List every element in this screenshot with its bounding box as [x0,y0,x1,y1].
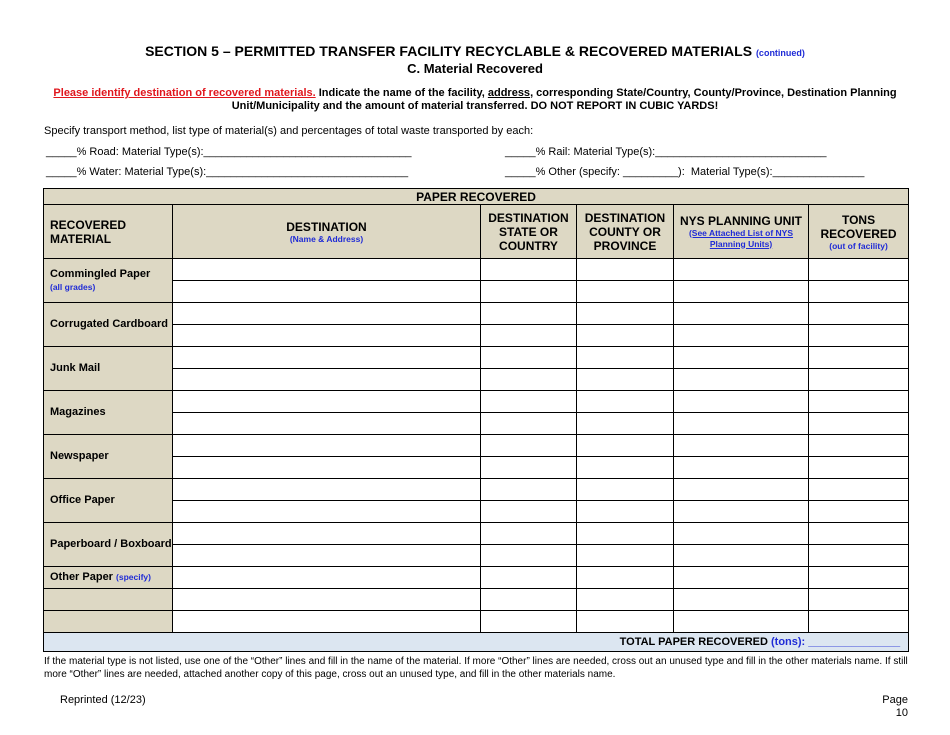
state-cell[interactable] [481,435,577,457]
transport-instruction: Specify transport method, list type of material(s) and percentages of total waste transported by each: [44,125,534,137]
nys-unit-cell[interactable] [674,567,809,589]
state-cell[interactable] [481,259,577,281]
section-subtitle: C. Material Recovered [407,61,543,76]
destination-cell[interactable] [173,391,481,413]
state-cell[interactable] [481,347,577,369]
destination-cell[interactable] [173,545,481,567]
nys-unit-cell[interactable] [674,545,809,567]
tons-label: TONS RECOVERED [820,212,897,241]
page-number [870,694,908,720]
destination-cell[interactable] [173,567,481,589]
state-cell[interactable] [481,611,577,633]
state-cell[interactable] [481,545,577,567]
destination-cell[interactable] [173,611,481,633]
destination-cell[interactable] [173,457,481,479]
notice-text-2: , corresponding State/Country, County/Province, Destination Planning Unit/Municipality and the amount of material transferred. DO NOT REPORT IN CUBIC YARDS! [231,87,897,112]
county-cell[interactable] [577,325,674,347]
total-label: TOTAL PAPER RECOVERED [619,636,768,648]
page-value: 10 [895,707,908,719]
tons-cell[interactable] [809,501,909,523]
tons-cell[interactable] [809,369,909,391]
tons-cell[interactable] [809,523,909,545]
destination-note: (Name & Address) [289,233,364,244]
tons-cell[interactable] [809,611,909,633]
total-unit: (tons): [771,636,806,648]
nys-unit-cell[interactable] [674,413,809,435]
nys-unit-cell[interactable] [674,325,809,347]
destination-cell[interactable] [173,413,481,435]
county-cell[interactable] [577,611,674,633]
nys-unit-cell[interactable] [674,479,809,501]
county-cell[interactable] [577,567,674,589]
tons-cell[interactable] [809,457,909,479]
nys-unit-cell[interactable] [674,303,809,325]
nys-unit-note: (See Attached List of NYS Planning Units) [688,227,794,249]
table-section-title: PAPER RECOVERED [44,189,909,205]
other-material-entry[interactable] [44,611,173,633]
tons-cell[interactable] [809,391,909,413]
county-cell[interactable] [577,391,674,413]
material-name: Commingled Paper [50,267,151,280]
notice-address: address [487,87,531,99]
road-transport-field[interactable]: _____% Road: Material Type(s):__________________________________ [46,146,412,158]
total-value-field[interactable]: _______________ [808,636,901,648]
destination-cell[interactable] [173,435,481,457]
nys-unit-cell[interactable] [674,391,809,413]
section-title [0,43,950,59]
destination-cell[interactable] [173,325,481,347]
material-other-paper [44,567,173,589]
nys-unit-cell[interactable] [674,259,809,281]
tons-cell[interactable] [809,545,909,567]
other-transport-field[interactable]: _____% Other (specify: _________): Material Type(s):_______________ [505,166,865,178]
material-commingled-paper [44,259,173,303]
material-magazines: Magazines [44,391,173,435]
county-cell[interactable] [577,523,674,545]
col-header-destination [173,205,481,259]
nys-unit-cell[interactable] [674,347,809,369]
notice-text-1: Indicate the name of the facility, [315,87,488,99]
state-cell[interactable] [481,567,577,589]
nys-unit-cell[interactable] [674,589,809,611]
state-cell[interactable] [481,303,577,325]
nys-unit-cell[interactable] [674,523,809,545]
title-note: (continued) [755,48,805,58]
destination-cell[interactable] [173,479,481,501]
state-cell[interactable] [481,479,577,501]
tons-cell[interactable] [809,325,909,347]
state-cell[interactable] [481,391,577,413]
material-paperboard: Paperboard / Boxboard [44,523,173,567]
nys-unit-cell[interactable] [674,457,809,479]
tons-cell[interactable] [809,413,909,435]
material-note: (all grades) [50,281,96,292]
destination-cell[interactable] [173,589,481,611]
state-cell[interactable] [481,369,577,391]
county-cell[interactable] [577,413,674,435]
col-header-state: DESTINATION STATE OR COUNTRY [481,205,577,259]
destination-cell[interactable] [173,369,481,391]
state-cell[interactable] [481,413,577,435]
county-cell[interactable] [577,281,674,303]
tons-cell[interactable] [809,259,909,281]
other-material-entry[interactable] [44,589,173,611]
nys-unit-label: NYS PLANNING UNIT [679,213,802,228]
nys-unit-cell[interactable] [674,435,809,457]
destination-cell[interactable] [173,523,481,545]
nys-unit-cell[interactable] [674,501,809,523]
destination-cell[interactable] [173,347,481,369]
reprint-date: Reprinted (12/23) [60,694,146,706]
state-cell[interactable] [481,281,577,303]
state-cell[interactable] [481,325,577,347]
tons-cell[interactable] [809,479,909,501]
county-cell[interactable] [577,259,674,281]
county-cell[interactable] [577,501,674,523]
instructions-notice [40,87,910,113]
tons-cell[interactable] [809,567,909,589]
tons-cell[interactable] [809,435,909,457]
state-cell[interactable] [481,589,577,611]
material-corrugated-cardboard: Corrugated Cardboard [44,303,173,347]
destination-cell[interactable] [173,303,481,325]
col-header-nys-unit [674,205,809,259]
notice-red-text: Please identify destination of recovered materials. [53,87,316,99]
total-paper-recovered [44,633,909,652]
destination-cell[interactable] [173,281,481,303]
county-cell[interactable] [577,589,674,611]
tons-cell[interactable] [809,589,909,611]
rail-transport-field[interactable]: _____% Rail: Material Type(s):____________________________ [505,146,827,158]
col-header-county: DESTINATION COUNTY OR PROVINCE [577,205,674,259]
material-name: Other Paper [50,571,113,583]
tons-cell[interactable] [809,281,909,303]
destination-label: DESTINATION [286,219,367,234]
state-cell[interactable] [481,523,577,545]
footer-note: If the material type is not listed, use one of the “Other” lines and fill in the name of the material. If more “Other” lines are needed, cross out an unused type and fill in the other materials name. If still more “Other” lines are needed, attached another copy of this page, cross out an unused type, and fill in the other materials name. [44,656,908,680]
page-label: Page [882,694,908,706]
material-note: (specify) [116,572,151,582]
nys-unit-cell[interactable] [674,369,809,391]
material-newspaper: Newspaper [44,435,173,479]
county-cell[interactable] [577,303,674,325]
water-transport-field[interactable]: _____% Water: Material Type(s):_________________________________ [46,166,409,178]
state-cell[interactable] [481,457,577,479]
state-cell[interactable] [481,501,577,523]
county-cell[interactable] [577,479,674,501]
col-header-tons [809,205,909,259]
tons-note: (out of facility) [829,240,888,251]
county-cell[interactable] [577,457,674,479]
destination-cell[interactable] [173,259,481,281]
destination-cell[interactable] [173,501,481,523]
nys-unit-cell[interactable] [674,281,809,303]
county-cell[interactable] [577,347,674,369]
tons-cell[interactable] [809,347,909,369]
paper-recovered-table [43,188,909,652]
county-cell[interactable] [577,369,674,391]
col-header-material: RECOVERED MATERIAL [44,205,173,259]
material-office-paper: Office Paper [44,479,173,523]
nys-unit-cell[interactable] [674,611,809,633]
county-cell[interactable] [577,545,674,567]
tons-cell[interactable] [809,303,909,325]
county-cell[interactable] [577,435,674,457]
section-title-text: SECTION 5 – PERMITTED TRANSFER FACILITY RECYCLABLE & RECOVERED MATERIALS [145,43,753,59]
material-junk-mail: Junk Mail [44,347,173,391]
